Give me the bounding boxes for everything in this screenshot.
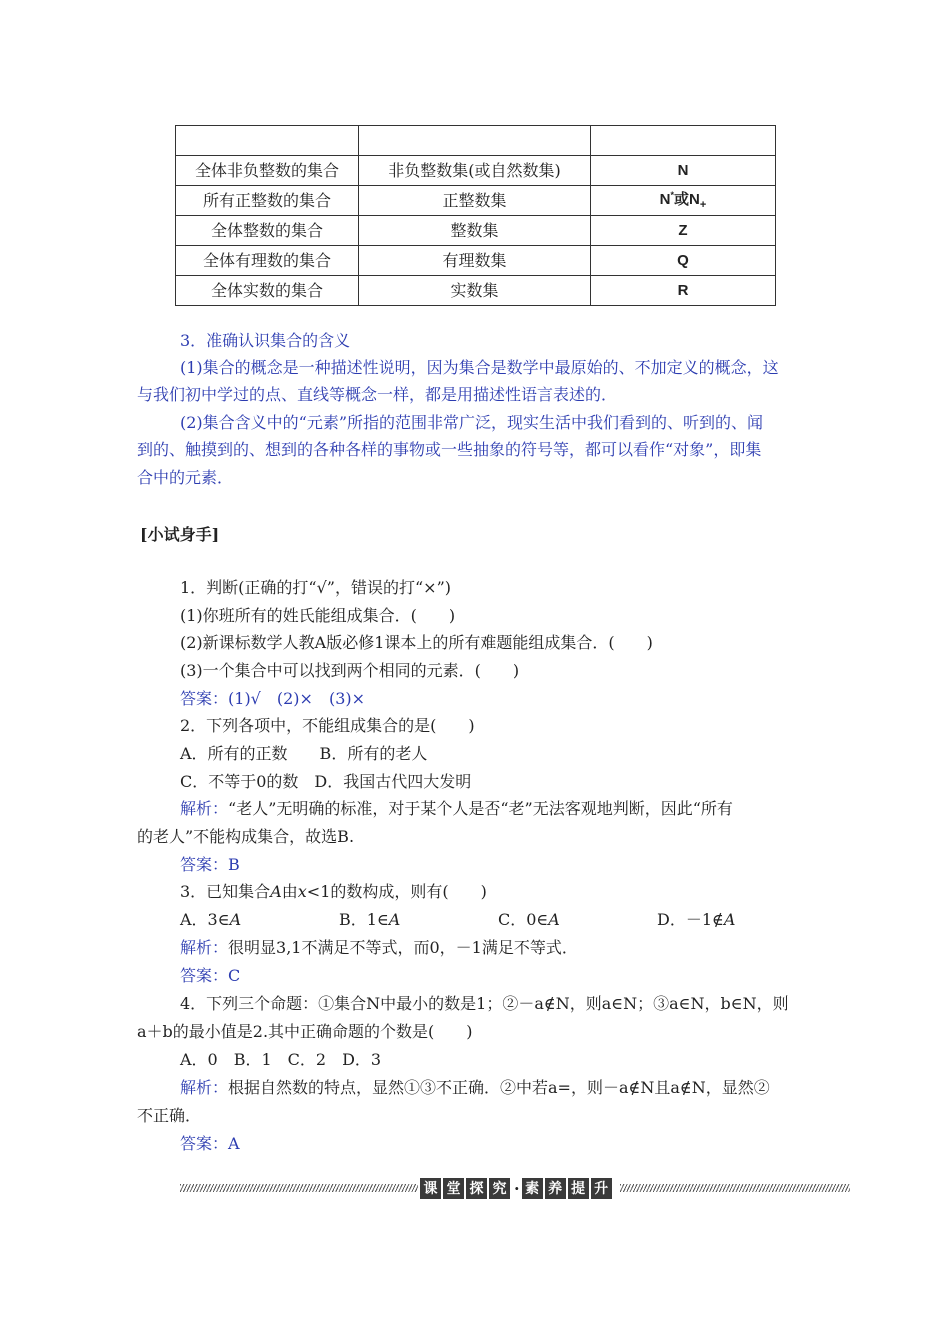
set-description: 全体实数的集合 <box>176 276 359 306</box>
set-description: 所有正整数的集合 <box>176 186 359 216</box>
answer-label: 答案： <box>180 855 229 874</box>
question-1-item: (1)你班所有的姓氏能组成集合．( ) <box>180 606 456 625</box>
set-description: 全体整数的集合 <box>176 216 359 246</box>
answer-label: 答案： <box>180 1134 229 1153</box>
stem-text: 由 <box>281 882 298 901</box>
stem-text: 3．已知集合 <box>180 882 271 901</box>
answer-label: 答案： <box>180 689 229 708</box>
banner-chip: 素 <box>522 1178 543 1199</box>
question-1-item: (3)一个集合中可以找到两个相同的元素．( ) <box>180 661 520 680</box>
concept-heading: 3．准确认识集合的含义 <box>180 331 351 350</box>
set-symbol <box>591 186 776 216</box>
table-header-cell <box>176 126 359 156</box>
banner-title <box>420 1176 614 1200</box>
set-description: 全体非负整数的集合 <box>176 156 359 186</box>
concept-paragraph-2: (2)集合含义中的“元素”所指的范围非常广泛，现实生活中我们看到的、听到的、闻 <box>180 413 764 432</box>
set-variable: A <box>388 910 401 929</box>
table-header-cell <box>359 126 591 156</box>
question-2-analysis <box>180 798 733 820</box>
question-2-options: C．不等于0的数 D．我国古代四大发明 <box>180 772 472 791</box>
number-sets-table <box>175 125 776 306</box>
set-symbol: R <box>591 276 776 306</box>
banner-chip: 提 <box>568 1178 589 1199</box>
analysis-label: 解析： <box>180 1078 229 1097</box>
question-2-analysis: 的老人”不能构成集合，故选B. <box>137 827 355 846</box>
set-name: 有理数集 <box>359 246 591 276</box>
set-name: 整数集 <box>359 216 591 246</box>
banner-hatch-left <box>180 1184 418 1192</box>
question-4-answer <box>180 1133 240 1155</box>
question-3-option-b <box>339 909 400 931</box>
question-4-analysis <box>180 1077 770 1099</box>
banner-chip: 堂 <box>443 1178 464 1199</box>
symbol-star: * <box>670 189 675 200</box>
set-variable: A <box>723 910 736 929</box>
question-3-analysis <box>180 937 578 959</box>
question-4-options: A．0 B．1 C．2 D．3 <box>180 1050 382 1069</box>
set-variable: A <box>548 910 560 929</box>
table-row <box>176 216 776 246</box>
question-2-options: A．所有的正数 B．所有的老人 <box>180 744 428 763</box>
set-variable: A <box>229 910 242 929</box>
set-name: 正整数集 <box>359 186 591 216</box>
banner-chip: 养 <box>545 1178 566 1199</box>
option-text: A．3∈ <box>180 910 230 929</box>
concept-paragraph-2: 合中的元素． <box>137 468 234 487</box>
set-variable: A <box>270 882 282 901</box>
question-4-stem: a＋b的最小值是2.其中正确命题的个数是( ) <box>137 1022 473 1041</box>
question-2-answer <box>180 854 240 876</box>
table-row <box>176 186 776 216</box>
table-row <box>176 246 776 276</box>
question-4-stem: 4．下列三个命题：①集合N中最小的数是1；②－a∉N，则a∈N；③a∈N，b∈N，则 <box>180 994 789 1013</box>
answer-value: C <box>228 966 241 985</box>
question-1-stem: 1．判断(正确的打“√”，错误的打“×”) <box>180 578 451 597</box>
set-name: 非负整数集(或自然数集) <box>359 156 591 186</box>
banner-chip: 究 <box>489 1178 510 1199</box>
question-3-option-c <box>498 909 560 931</box>
symbol-plus: + <box>699 198 707 211</box>
question-2-stem: 2．下列各项中，不能组成集合的是( ) <box>180 716 475 735</box>
answer-value: (1)√ (2)× (3)× <box>228 689 366 708</box>
analysis-text: “老人”无明确的标准，对于某个人是否“老”无法客观地判断，因此“所有 <box>228 799 733 818</box>
section-title: [小试身手] <box>140 525 220 544</box>
answer-label: 答案： <box>180 966 229 985</box>
table-row <box>176 156 776 186</box>
analysis-text: 根据自然数的特点，显然①③不正确．②中若a=，则－a∉N且a∉N，显然② <box>228 1078 770 1097</box>
analysis-label: 解析： <box>180 938 229 957</box>
table-header-row <box>176 126 776 156</box>
symbol-letter: N <box>659 190 671 208</box>
set-symbol: Q <box>591 246 776 276</box>
option-text: C．0∈ <box>498 910 549 929</box>
banner-chip: 升 <box>591 1178 612 1199</box>
banner-chip: 课 <box>420 1178 441 1199</box>
set-symbol: N <box>591 156 776 186</box>
stem-text: <1的数构成，则有( ) <box>306 882 487 901</box>
x-variable: x <box>297 882 307 901</box>
question-3-option-d <box>657 909 735 931</box>
question-1-answer <box>180 688 365 710</box>
symbol-or: 或N <box>674 190 700 208</box>
question-4-analysis: 不正确． <box>137 1106 202 1125</box>
set-name: 实数集 <box>359 276 591 306</box>
section-banner <box>180 1175 850 1201</box>
set-description: 全体有理数的集合 <box>176 246 359 276</box>
banner-chip: 探 <box>466 1178 487 1199</box>
analysis-text: 很明显3,1不满足不等式，而0，－1满足不等式． <box>228 938 578 957</box>
table-header-cell <box>591 126 776 156</box>
question-3-answer <box>180 965 240 987</box>
question-3-stem <box>180 881 487 903</box>
banner-separator: · <box>514 1178 520 1198</box>
question-1-item: (2)新课标数学人教A版必修1课本上的所有难题能组成集合．( ) <box>180 633 653 652</box>
answer-value: A <box>228 1134 240 1153</box>
analysis-label: 解析： <box>180 799 229 818</box>
option-text: D．－1∉ <box>657 910 724 929</box>
concept-paragraph-1: 与我们初中学过的点、直线等概念一样，都是用描述性语言表述的． <box>137 385 618 404</box>
concept-paragraph-2: 到的、触摸到的、想到的各种各样的事物或一些抽象的符号等，都可以看作“对象”，即集 <box>137 440 762 459</box>
banner-hatch-right <box>620 1184 850 1192</box>
question-3-option-a <box>180 909 241 931</box>
concept-paragraph-1: (1)集合的概念是一种描述性说明，因为集合是数学中最原始的、不加定义的概念，这 <box>180 358 779 377</box>
table-row <box>176 276 776 306</box>
answer-value: B <box>228 855 240 874</box>
option-text: B．1∈ <box>339 910 389 929</box>
set-symbol: Z <box>591 216 776 246</box>
